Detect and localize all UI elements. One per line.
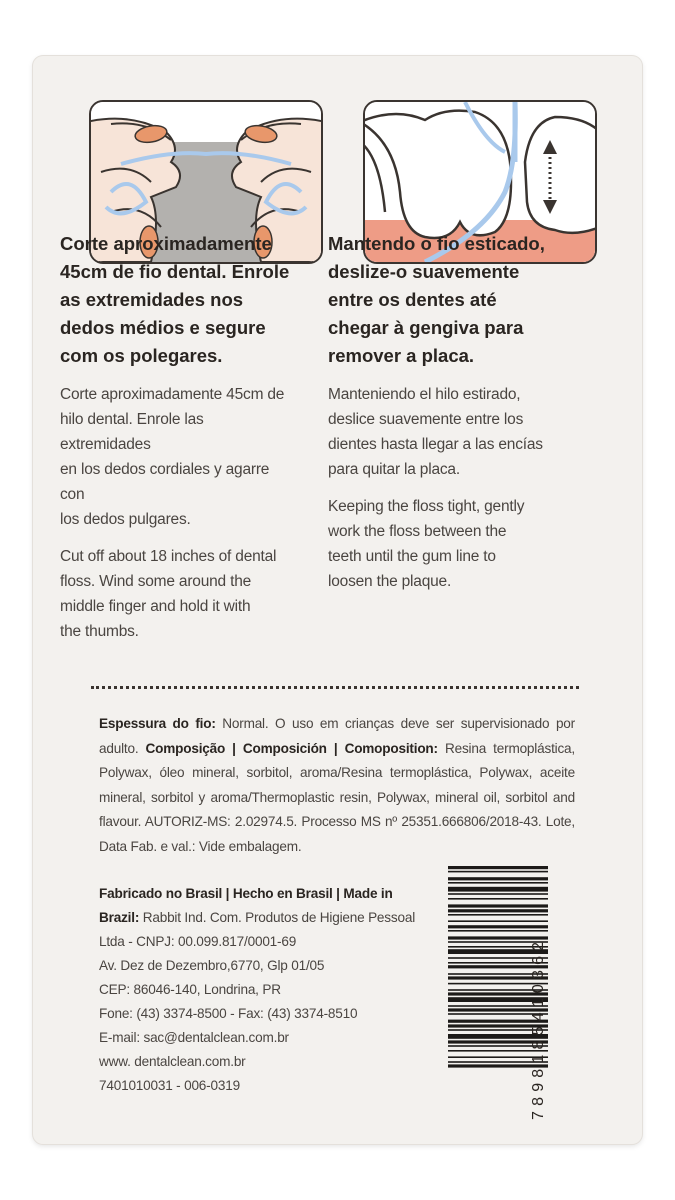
company-name: Rabbit Ind. Com. Produtos de Higiene Pessoal — [139, 910, 416, 925]
barcode-bar — [448, 930, 548, 932]
instruction-pt: Mantendo o fio esticado, deslize-o suavemente entre os dentes até chegar à gengiva para remover a placa. — [328, 233, 545, 366]
barcode-bar — [448, 898, 548, 900]
barcode-bar — [448, 871, 548, 873]
barcode-bar — [448, 920, 548, 922]
product-code: 7401010031 - 006-0319 — [99, 1078, 240, 1093]
barcode-bar — [448, 866, 548, 869]
phone: Fone: (43) 3374-8500 - Fax: (43) 3374-8510 — [99, 1006, 358, 1021]
composition-label: Composição | Composición | Comoposition: — [145, 740, 438, 756]
instruction-pt: Corte aproximadamente 45cm de fio dental. Enrole as extremidades nos dedos médios e segure com os polegares. — [60, 233, 290, 366]
website: www. dentalclean.com.br — [99, 1054, 246, 1069]
barcode-bar — [448, 925, 548, 928]
barcode-bar — [448, 914, 548, 916]
instruction-es: Manteniendo el hilo estirado, deslice suavemente entre los dientes hasta llegar a las encías para quitar la placa. — [328, 386, 543, 478]
instruction-es: Corte aproximadamente 45cm de hilo dental. Enrole las extremidades en los dedos cordiales y agarre con los dedos pulgares. — [60, 386, 285, 528]
dotted-divider — [91, 686, 579, 689]
manufacturer-info — [99, 882, 429, 1098]
instruction-column-left — [60, 230, 295, 656]
thickness-label: Espessura do fio: — [99, 716, 216, 731]
made-in-label: Fabricado no Brasil | Hecho en Brasil | Made in — [99, 886, 393, 901]
instruction-en: Cut off about 18 inches of dental floss. Wind some around the middle finger and hold it with the thumbs. — [60, 548, 277, 640]
cnpj: Ltda - CNPJ: 00.099.817/0001-69 — [99, 934, 297, 949]
barcode-bar — [448, 877, 548, 880]
barcode-bar — [448, 909, 548, 912]
barcode-number: 7898185410362 — [530, 936, 547, 1120]
barcode-bar — [448, 893, 548, 895]
thickness-text: Normal. O uso em crianças deve ser supervisionado por adulto. — [99, 716, 575, 756]
legal-info — [99, 712, 575, 859]
barcode-bar — [448, 882, 548, 884]
cep: CEP: 86046-140, Londrina, PR — [99, 982, 281, 997]
barcode-bar — [448, 887, 548, 892]
barcode-bar — [448, 904, 548, 907]
instruction-en: Keeping the floss tight, gently work the floss between the teeth until the gum line to loosen the plaque. — [328, 498, 525, 590]
made-in-label-2: Brazil: — [99, 910, 140, 925]
address: Av. Dez de Dezembro,6770, Glp 01/05 — [99, 958, 325, 973]
instruction-column-right — [328, 230, 563, 606]
composition-text: Resina termoplástica, Polywax, óleo mineral, sorbitol, aroma/Resina termoplástica, Polywax, aceite mineral, sorbitol y aroma/Thermoplastic resin, Polywax, mineral oil, sorbitol and flavour. AUTORIZ-MS: 2.02974.5. Processo MS nº 25351.666806/2018-43. Lote, Data Fab. e val.: Vide embalagem. — [99, 740, 575, 854]
email: E-mail: sac@dentalclean.com.br — [99, 1030, 289, 1045]
